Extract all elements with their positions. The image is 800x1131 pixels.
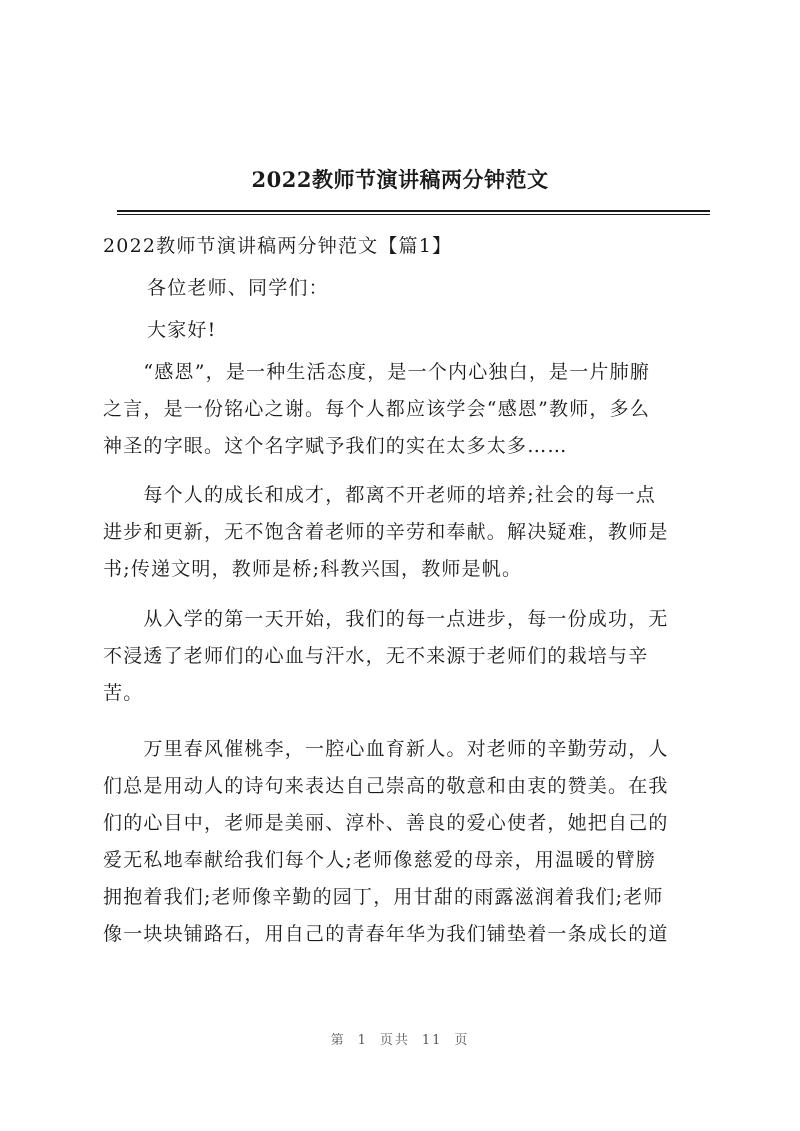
paragraph-line: 神圣的字眼。这个名字赋予我们的实在太多太多…… — [103, 435, 568, 457]
paragraph-line: 书;传递文明，教师是桥;科教兴国，教师是帆。 — [103, 558, 523, 580]
paragraph-line: 们的心目中，老师是美丽、淳朴、善良的爱心使者，她把自己的 — [103, 812, 669, 834]
page-footer — [0, 1029, 800, 1048]
section-heading: 2022教师节演讲稿两分钟范文【篇1】 — [103, 235, 453, 257]
title-divider-thin — [117, 214, 710, 215]
footer-page-number: 1 — [357, 1033, 368, 1048]
paragraph — [103, 477, 713, 588]
paragraph — [103, 354, 713, 465]
paragraph-line: 拥抱着我们;老师像辛勤的园丁，用甘甜的雨露滋润着我们;老师 — [103, 886, 664, 908]
title-divider — [117, 210, 710, 212]
footer-suffix: 页 — [454, 1033, 470, 1048]
paragraph-line: 每个人的成长和成才，都离不开老师的培养;社会的每一点 — [103, 484, 657, 506]
paragraph-line: 不浸透了老师们的心血与汗水，无不来源于老师们的栽培与辛 — [103, 645, 649, 667]
paragraph-line: 之言，是一份铭心之谢。每个人都应该学会“感恩”教师，多么 — [103, 398, 651, 420]
footer-total-pages: 11 — [421, 1033, 443, 1048]
paragraph-line: 像一块块铺路石，用自己的青春年华为我们铺垫着一条成长的道 — [103, 923, 669, 945]
footer-prefix: 第 — [330, 1033, 346, 1048]
paragraph-line: 苦。 — [103, 682, 144, 704]
paragraph-line: 万里春风催桃李，一腔心血育新人。对老师的辛勤劳动，人 — [103, 738, 669, 760]
paragraph — [103, 601, 713, 712]
paragraph — [103, 731, 713, 953]
greeting-line: 大家好! — [147, 319, 217, 341]
paragraph-line: 从入学的第一天开始，我们的每一点进步，每一份成功，无 — [103, 608, 669, 630]
paragraph-line: 进步和更新，无不饱含着老师的辛劳和奉献。解决疑难，教师是 — [103, 521, 669, 543]
paragraph-line: 们总是用动人的诗句来表达自己崇高的敬意和由衷的赞美。在我 — [103, 775, 669, 797]
greeting-line: 各位老师、同学们： — [147, 277, 329, 299]
document-title: 2022教师节演讲稿两分钟范文 — [251, 167, 549, 192]
footer-mid: 页共 — [379, 1033, 410, 1048]
paragraph-line: “感恩”，是一种生活态度，是一个内心独白，是一片肺腑 — [103, 361, 651, 383]
paragraph-line: 爱无私地奉献给我们每个人;老师像慈爱的母亲，用温暖的臂膀 — [103, 849, 657, 871]
